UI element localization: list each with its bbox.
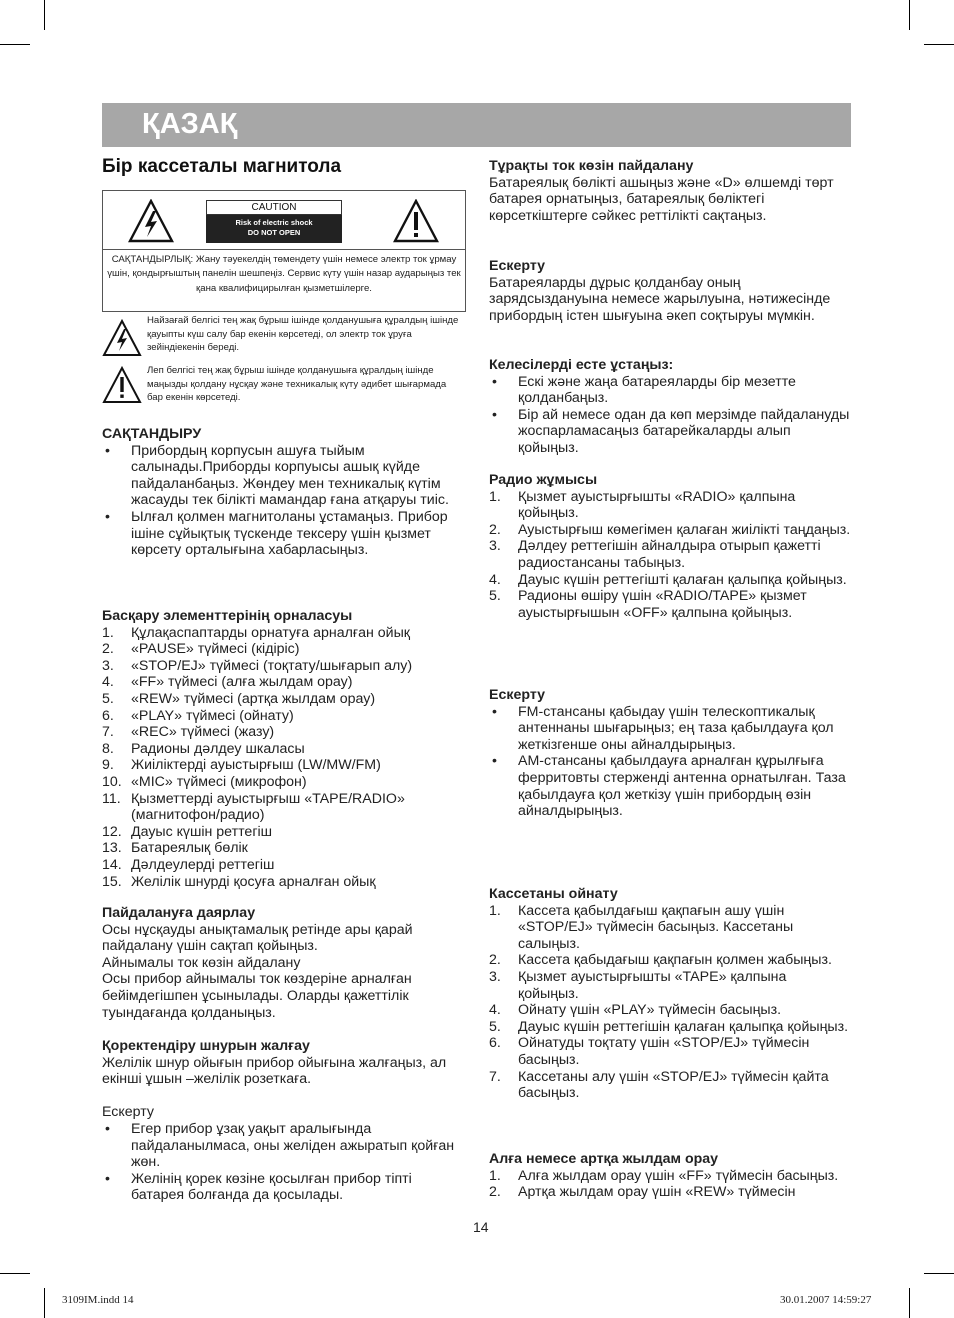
cord-note-list [102,1121,466,1204]
item-text: Жиіліктерді ауыстырғыш (LW/MW/FM) [131,757,381,774]
dc-section [489,158,851,224]
list-item [489,1069,851,1102]
item-number: 10. [102,773,122,790]
list-item [489,1184,851,1201]
caution-box [102,190,466,312]
play-heading: Кассетаны ойнату [489,886,618,902]
item-text: Ауыстырғыш көмегімен қалаған жиілікті таңдаңыз. [518,521,851,538]
item-text: Кассета қабылдағыш қақпағын ашу үшін «STOP/EJ» түймесін басыңыз. Кассетаны салыңыз. [518,902,794,952]
list-item [489,1002,851,1019]
item-text: Дәлдеу реттегішін айналдыра отырып қажетті радиостансаны табыңыз. [518,538,821,571]
prep-paragraph-1: Осы нұсқауды анықтамалық ретінде ары қарай пайдалану үшін сақтап қойыңыз. [102,921,413,955]
page-number: 14 [473,1219,489,1235]
note1-paragraph: Батареяларды дұрыс қолданбау оның зарядсыздануына немесе жарылуына, нәтижесінде прибордың істен шығуына әкеп соқтыруы мүмкін. [489,274,831,324]
list-item [489,489,851,522]
safety-section [102,426,466,559]
item-text: Дауыс күшін реттегіш [131,823,273,840]
item-number: 14. [102,856,122,873]
crop-mark [44,1288,45,1318]
item-text: Дәлдеулерді реттегіш [131,856,275,873]
item-number: 5. [102,690,114,707]
prep-paragraph-2: Айнымалы ток көзін айдалану [102,954,301,971]
list-item [102,674,466,691]
exclamation-symbol-icon [102,366,142,404]
list-item: • Прибордың корпусын ашуға тыйым салынады.Приборды корпуысы ашық күйде пайдаланбаңыз. Жөндеу мен техникалық күтім жасауды тек білікті мамандар ғана атқаруы тиіс. [102,443,466,509]
caution-divider [103,249,465,250]
play-list [489,903,851,1102]
radio-section [489,472,851,621]
list-item [102,791,466,824]
item-number: 1. [489,902,501,919]
list-item: • Бір ай немесе одан да көп мерзімде пайдалануды жоспарламасаңыз батарейкаларды алып қойыңыз. [489,407,851,457]
item-number: 1. [102,624,114,641]
item-text: «PLAY» түймесі (ойнату) [131,707,294,724]
list-item: • AM-стансаны қабылдауға арналған құрылғыға ферритовты стерженді антенна орнатылған. Таза қабылдауға қол жеткізу үшін прибордың өзін айналдырыңыз. [489,753,851,819]
list-item [102,824,466,841]
lightning-symbol-icon [102,319,142,357]
language-header-bar [102,103,851,147]
cord-paragraph: Желілік шнур ойығын прибор ойығына жалғаңыз, ал екінші ұшын –желілік розеткаға. [102,1054,447,1088]
item-number: 8. [102,740,114,757]
item-text: «FF» түймесі (алға жылдам орау) [131,674,353,691]
list-item: • FM-стансаны қабыдау үшін телескоптикалық антеннаны шығарыңыз; ең таза қабылдауға қол жеткізгенше оны айналдырыңыз. [489,704,851,754]
caution-warning-text: САҚТАНДЫРЛЫҚ: Жану тәуекелдің төмендету үшін немесе электр ток ұрмау үшін, қондырғыштың панелін шешпеңіз. Сервис күту үшін назар аударыңыз тек қана квалифицирылған қызметшілерге. [107,254,461,294]
remember-section [489,357,851,457]
caution-line-2: DO NOT OPEN [247,228,301,237]
note2-section [489,687,851,820]
item-text: «STOP/EJ» түймесі (тоқтату/шығарып алу) [131,657,413,674]
controls-section [102,608,466,890]
item-number: 5. [489,1018,501,1035]
prep-paragraph-3: Осы прибор айнымалы ток көздеріне арналған бейімдегішпен ұсынылады. Оларды қажеттілік туындағанда қолданыңыз. [102,971,412,1021]
cord-heading: Қоректендіру шнурын жалғау [102,1038,310,1054]
wind-heading: Алға немесе артқа жылдам орау [489,1151,719,1167]
item-number: 7. [489,1068,501,1085]
safety-list [102,443,466,559]
list-item [489,903,851,953]
list-item [489,952,851,969]
list-item: • Ескі және жаңа батареяларды бір мезетте қолданбаңыз. [489,374,851,407]
list-item [489,1019,851,1036]
item-text: Дауыс күшін реттегішін қалаған қалыпқа қойыңыз. [518,1018,849,1035]
item-number: 7. [102,724,114,741]
list-item: • Егер прибор ұзақ уақыт аралығында пайдаланылмаса, оны желіден ажыратып қойған жөн. [102,1121,466,1171]
controls-list [102,625,466,891]
dc-heading: Тұрақты ток көзін пайдалану [489,158,694,174]
item-text: Қызметтерді ауыстырғыш «TAPE/RADIO» (магнитофон/радио) [131,790,405,824]
item-number: 13. [102,840,122,857]
list-item: • Желінің қорек көзіне қосылған прибор тіпті батарея болғанда да қосылады. [102,1171,466,1204]
wind-section [489,1151,851,1201]
prep-heading: Пайдалануға даярлау [102,905,256,921]
item-number: 6. [489,1035,501,1052]
remember-list [489,374,851,457]
list-item [489,588,851,621]
list-item: • Ылғал қолмен магнитоланы ұстамаңыз. Прибор ішіне сұйықтық түскенде тексеру үшін қызмет көрсету орталығына хабарласыңыз. [102,509,466,559]
crop-mark [924,1273,954,1274]
item-text: Қызмет ауыстырғышты «RADIO» қалпына қойыңыз. [518,488,796,522]
item-number: 15. [102,873,122,890]
list-item [489,969,851,1002]
list-item [102,625,466,642]
item-text: Артқа жылдам орау үшін «REW» түймесін [518,1184,796,1201]
list-item [102,840,466,857]
note1-heading: Ескерту [489,258,546,274]
item-number: 5. [489,588,501,605]
list-item [102,658,466,675]
radio-heading: Радио жұмысы [489,472,598,488]
list-item [102,874,466,891]
crop-mark [909,1288,910,1318]
item-text: Кассета қабыдағыш қақпағын қолмен жабыңыз. [518,952,832,969]
note2-list [489,704,851,820]
item-text: Радионы дәлдеу шкаласы [131,740,305,757]
item-text: «PAUSE» түймесі (кідіріс) [131,641,300,658]
list-item [489,1168,851,1185]
crop-mark [924,44,954,45]
item-text: «MIC» түймесі (микрофон) [131,773,307,790]
list-item [102,641,466,658]
item-number: 6. [102,707,114,724]
item-number: 2. [102,641,114,658]
item-text: Ойнату үшін «PLAY» түймесін басыңыз. [518,1002,782,1019]
list-item [102,774,466,791]
item-number: 2. [489,521,501,538]
list-item [102,691,466,708]
list-item [102,724,466,741]
item-text: Ойнатуды тоқтату үшін «STOP/EJ» түймесін басыңыз. [518,1035,810,1068]
caution-label: CAUTION [206,200,342,215]
caution-line-1: Risk of electric shock [235,218,313,227]
crop-mark [44,0,45,30]
item-number: 11. [102,790,121,807]
exclamation-symbol-description: Леп белгісі тең жақ бұрыш ішінде қолданушыға құралдың ішінде маңызды қолдану нұсқау және техникалық күту әдибет шығармада бар екенін көрсетеді. [147,365,447,404]
item-text: «REC» түймесі (жазу) [131,724,275,741]
item-text: «REW» түймесі (артқа жылдам орау) [131,690,376,707]
footer-date: 30.01.2007 14:59:27 [780,1294,872,1306]
lightning-warning-icon [128,199,174,243]
safety-heading: САҚТАНДЫРУ [102,426,202,442]
item-number: 9. [102,757,114,774]
controls-heading: Басқару элементтерінің орналасуы [102,608,353,624]
item-number: 4. [489,1002,501,1019]
item-text: Алға жылдам орау үшін «FF» түймесін басыңыз. [518,1167,839,1184]
item-number: 2. [489,952,501,969]
caution-shock-label [206,215,342,243]
page-title: Бір кассеталы магнитола [102,156,342,177]
dc-paragraph: Батареялық бөлікті ашыңыз және «D» өлшемді төрт батарея орнатыңыз, батареялық бөліктегі көрсеткіштерге сәйкес реттілікті сақтаңыз. [489,174,834,224]
item-text: Дауыс күшін реттегішті қалаған қалыпқа қойыңыз. [518,571,847,588]
crop-mark [909,0,910,30]
item-text: Желілік шнурді қосуға арналған ойық [131,873,376,890]
language-title: ҚАЗАҚ [142,108,238,140]
exclamation-warning-icon [393,199,439,243]
list-item [102,857,466,874]
list-item [102,757,466,774]
cord-note-label: Ескерту [102,1104,154,1121]
list-item [489,1035,851,1068]
item-text: Кассетаны алу үшін «STOP/EJ» түймесін қайта басыңыз. [518,1068,829,1102]
item-text: Батареялық бөлік [131,840,248,857]
list-item [489,522,851,539]
item-number: 12. [102,823,122,840]
lightning-symbol-description: Найзағай белгісі тең жақ бұрыш ішінде қолданушыға құралдың ішінде қауыпты күш салу бар екенін көрсетеді, ол электр ток ұруға зейіндіекенін береді. [147,315,459,354]
footer-file: 3109IM.indd 14 [62,1294,134,1306]
cord-section [102,1038,466,1204]
note2-heading: Ескерту [489,687,546,703]
crop-mark [0,1273,30,1274]
item-number: 1. [489,1167,501,1184]
item-text: Құлақаспаптарды орнатуға арналған ойық [131,624,410,641]
item-number: 3. [489,968,501,985]
item-number: 4. [489,571,501,588]
list-item [489,538,851,571]
crop-mark [0,44,30,45]
item-number: 4. [102,674,114,691]
wind-list [489,1168,851,1201]
item-number: 3. [489,538,501,555]
item-number: 1. [489,488,501,505]
note1-section [489,258,851,324]
remember-heading: Келесілерді есте ұстаңыз: [489,357,674,373]
prep-section [102,905,466,1021]
item-number: 2. [489,1184,501,1201]
play-section [489,886,851,1102]
item-text: Қызмет ауыстырғышты «TAPE» қалпына қойыңыз. [518,968,787,1002]
item-text: Радионы өшіру үшін «RADIO/TAPE» қызмет ауыстырғышын «OFF» қалпына қойыңыз. [518,588,807,621]
list-item [489,572,851,589]
list-item [102,708,466,725]
item-number: 3. [102,657,114,674]
radio-list [489,489,851,622]
list-item [102,741,466,758]
